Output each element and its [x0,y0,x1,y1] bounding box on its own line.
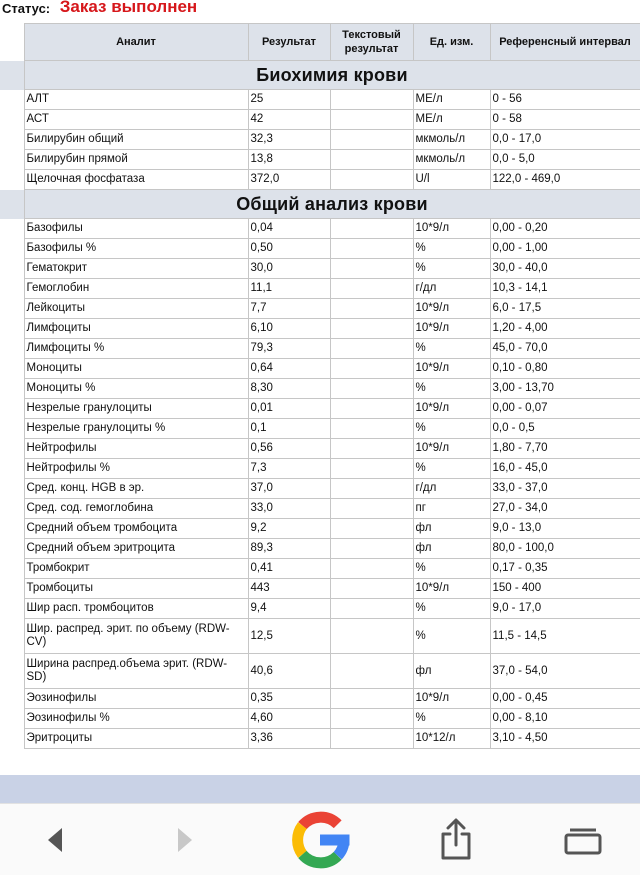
ref-cell: 0 - 56 [490,90,640,110]
header-text-result: Текстовый результат [330,24,413,61]
row-gutter [0,190,24,219]
result-cell: 372,0 [248,170,330,190]
ref-cell: 80,0 - 100,0 [490,539,640,559]
ref-cell: 30,0 - 40,0 [490,259,640,279]
result-cell: 0,01 [248,399,330,419]
unit-cell: % [413,619,490,654]
analyte-cell: Нейтрофилы % [24,459,248,479]
table-row [0,90,640,110]
result-cell: 33,0 [248,499,330,519]
ref-cell: 0,00 - 0,07 [490,399,640,419]
ref-cell: 9,0 - 17,0 [490,599,640,619]
ref-cell: 3,10 - 4,50 [490,729,640,749]
ref-cell: 1,80 - 7,70 [490,439,640,459]
analyte-cell: Эозинофилы [24,689,248,709]
analyte-cell: Тромбокрит [24,559,248,579]
ref-cell: 16,0 - 45,0 [490,459,640,479]
table-row [0,239,640,259]
ref-cell: 0,00 - 8,10 [490,709,640,729]
row-gutter [0,599,24,619]
table-row [0,399,640,419]
unit-cell: фл [413,539,490,559]
analyte-cell: Билирубин прямой [24,150,248,170]
row-gutter [0,359,24,379]
text-result-cell [330,709,413,729]
unit-cell: г/дл [413,279,490,299]
text-result-cell [330,559,413,579]
text-result-cell [330,170,413,190]
ref-cell: 0,17 - 0,35 [490,559,640,579]
result-cell: 443 [248,579,330,599]
row-gutter [0,319,24,339]
back-button[interactable] [25,804,85,875]
unit-cell: 10*9/л [413,439,490,459]
row-gutter [0,499,24,519]
row-gutter [0,559,24,579]
result-cell: 37,0 [248,479,330,499]
table-row [0,689,640,709]
text-result-cell [330,90,413,110]
analyte-cell: Моноциты % [24,379,248,399]
text-result-cell [330,319,413,339]
tabs-button[interactable] [553,804,613,875]
text-result-cell [330,579,413,599]
row-gutter [0,539,24,559]
table-row [0,219,640,239]
section-header-row [0,190,640,219]
row-gutter [0,729,24,749]
table-row [0,419,640,439]
text-result-cell [330,130,413,150]
result-cell: 0,04 [248,219,330,239]
unit-cell: % [413,559,490,579]
row-gutter [0,479,24,499]
unit-cell: 10*9/л [413,689,490,709]
text-result-cell [330,339,413,359]
ref-cell: 45,0 - 70,0 [490,339,640,359]
text-result-cell [330,689,413,709]
row-gutter [0,379,24,399]
results-table-container [0,23,640,749]
result-cell: 9,2 [248,519,330,539]
analyte-cell: Базофилы % [24,239,248,259]
result-cell: 11,1 [248,279,330,299]
row-gutter [0,339,24,359]
unit-cell: % [413,379,490,399]
table-row [0,654,640,689]
unit-cell: фл [413,519,490,539]
ref-cell: 37,0 - 54,0 [490,654,640,689]
unit-cell: 10*9/л [413,579,490,599]
ref-cell: 150 - 400 [490,579,640,599]
result-cell: 42 [248,110,330,130]
ref-cell: 122,0 - 469,0 [490,170,640,190]
row-gutter [0,619,24,654]
analyte-cell: Эозинофилы % [24,709,248,729]
table-row [0,579,640,599]
analyte-cell: Сред. сод. гемоглобина [24,499,248,519]
row-gutter [0,219,24,239]
analyte-cell: АЛТ [24,90,248,110]
ref-cell: 11,5 - 14,5 [490,619,640,654]
result-cell: 0,56 [248,439,330,459]
result-cell: 0,35 [248,689,330,709]
unit-cell: 10*9/л [413,319,490,339]
ref-cell: 3,00 - 13,70 [490,379,640,399]
ref-cell: 0 - 58 [490,110,640,130]
row-gutter [0,654,24,689]
row-gutter [0,130,24,150]
ref-cell: 0,00 - 0,45 [490,689,640,709]
analyte-cell: Эритроциты [24,729,248,749]
text-result-cell [330,539,413,559]
table-row [0,519,640,539]
text-result-cell [330,299,413,319]
result-cell: 0,64 [248,359,330,379]
unit-cell: U/l [413,170,490,190]
header-analyte: Аналит [24,24,248,61]
text-result-cell [330,359,413,379]
text-result-cell [330,279,413,299]
status-label: Статус: [2,1,51,16]
ref-cell: 0,0 - 0,5 [490,419,640,439]
table-row [0,299,640,319]
row-gutter [0,170,24,190]
unit-cell: фл [413,654,490,689]
forward-button[interactable] [155,804,215,875]
text-result-cell [330,399,413,419]
result-cell: 89,3 [248,539,330,559]
analyte-cell: Щелочная фосфатаза [24,170,248,190]
unit-cell: % [413,259,490,279]
analyte-cell: Шир. распред. эрит. по объему (RDW-CV) [24,619,248,654]
ref-cell: 0,0 - 5,0 [490,150,640,170]
unit-cell: 10*9/л [413,399,490,419]
result-cell: 0,1 [248,419,330,439]
table-row [0,359,640,379]
tabs-icon [564,825,602,855]
row-gutter [0,279,24,299]
ref-cell: 6,0 - 17,5 [490,299,640,319]
row-gutter [0,459,24,479]
result-cell: 40,6 [248,654,330,689]
text-result-cell [330,419,413,439]
table-row [0,709,640,729]
unit-cell: % [413,239,490,259]
result-cell: 32,3 [248,130,330,150]
text-result-cell [330,729,413,749]
table-row [0,130,640,150]
unit-cell: 10*9/л [413,359,490,379]
table-row [0,279,640,299]
analyte-cell: Лимфоциты [24,319,248,339]
row-gutter [0,709,24,729]
unit-cell: % [413,599,490,619]
ref-cell: 1,20 - 4,00 [490,319,640,339]
table-row [0,439,640,459]
unit-cell: 10*9/л [413,219,490,239]
row-gutter [0,399,24,419]
arrow-right-icon [176,826,194,854]
ref-cell: 33,0 - 37,0 [490,479,640,499]
result-cell: 12,5 [248,619,330,654]
text-result-cell [330,379,413,399]
result-cell: 9,4 [248,599,330,619]
header-ref: Референсный интервал [490,24,640,61]
unit-cell: пг [413,499,490,519]
analyte-cell: Гемоглобин [24,279,248,299]
row-gutter [0,299,24,319]
result-cell: 8,30 [248,379,330,399]
table-row [0,150,640,170]
row-gutter [0,90,24,110]
text-result-cell [330,519,413,539]
ref-cell: 0,0 - 17,0 [490,130,640,150]
analyte-cell: Билирубин общий [24,130,248,150]
google-logo [289,809,351,871]
result-cell: 0,50 [248,239,330,259]
section-title: Биохимия крови [24,61,640,90]
table-row [0,559,640,579]
table-row [0,729,640,749]
row-gutter [0,439,24,459]
header-result: Результат [248,24,330,61]
analyte-cell: Лимфоциты % [24,339,248,359]
row-gutter [0,150,24,170]
ref-cell: 0,00 - 1,00 [490,239,640,259]
table-row [0,459,640,479]
analyte-cell: Базофилы [24,219,248,239]
unit-cell: % [413,339,490,359]
result-cell: 3,36 [248,729,330,749]
analyte-cell: Гематокрит [24,259,248,279]
table-row [0,599,640,619]
table-header-row [0,24,640,61]
table-row [0,319,640,339]
text-result-cell [330,439,413,459]
analyte-cell: Нейтрофилы [24,439,248,459]
status-line [0,0,640,18]
text-result-cell [330,479,413,499]
ref-cell: 0,00 - 0,20 [490,219,640,239]
share-button[interactable] [426,804,486,875]
analyte-cell: Лейкоциты [24,299,248,319]
browser-bottom-toolbar [0,803,640,875]
share-icon [439,818,473,862]
row-gutter [0,110,24,130]
unit-cell: МЕ/л [413,110,490,130]
unit-cell: мкмоль/л [413,130,490,150]
ref-cell: 27,0 - 34,0 [490,499,640,519]
row-gutter [0,259,24,279]
unit-cell: % [413,419,490,439]
section-title: Общий анализ крови [24,190,640,219]
text-result-cell [330,654,413,689]
unit-cell: % [413,459,490,479]
text-result-cell [330,459,413,479]
result-cell: 7,7 [248,299,330,319]
text-result-cell [330,219,413,239]
text-result-cell [330,259,413,279]
analyte-cell: Средний объем тромбоцита [24,519,248,539]
result-cell: 4,60 [248,709,330,729]
row-gutter [0,61,24,90]
status-value: Заказ выполнен [59,0,198,16]
result-cell: 6,10 [248,319,330,339]
unit-cell: г/дл [413,479,490,499]
analyte-cell: Ширина распред.объема эрит. (RDW-SD) [24,654,248,689]
analyte-cell: Незрелые гранулоциты [24,399,248,419]
unit-cell: 10*9/л [413,299,490,319]
analyte-cell: Незрелые гранулоциты % [24,419,248,439]
table-row [0,379,640,399]
page-bottom-strip [0,775,640,803]
header-unit: Ед. изм. [413,24,490,61]
table-row [0,499,640,519]
row-gutter [0,579,24,599]
arrow-left-icon [46,826,64,854]
text-result-cell [330,599,413,619]
row-gutter [0,689,24,709]
table-row [0,479,640,499]
text-result-cell [330,239,413,259]
result-cell: 79,3 [248,339,330,359]
analyte-cell: Шир расп. тромбоцитов [24,599,248,619]
result-cell: 25 [248,90,330,110]
google-button[interactable] [285,804,355,875]
unit-cell: 10*12/л [413,729,490,749]
unit-cell: МЕ/л [413,90,490,110]
table-row [0,170,640,190]
result-cell: 0,41 [248,559,330,579]
ref-cell: 9,0 - 13,0 [490,519,640,539]
analyte-cell: Сред. конц. HGB в эр. [24,479,248,499]
table-row [0,110,640,130]
text-result-cell [330,150,413,170]
text-result-cell [330,110,413,130]
result-cell: 13,8 [248,150,330,170]
table-row [0,539,640,559]
text-result-cell [330,499,413,519]
analyte-cell: АСТ [24,110,248,130]
analyte-cell: Моноциты [24,359,248,379]
table-row [0,339,640,359]
section-header-row [0,61,640,90]
results-table [0,23,640,749]
ref-cell: 0,10 - 0,80 [490,359,640,379]
unit-cell: % [413,709,490,729]
table-row [0,259,640,279]
ref-cell: 10,3 - 14,1 [490,279,640,299]
analyte-cell: Тромбоциты [24,579,248,599]
unit-cell: мкмоль/л [413,150,490,170]
text-result-cell [330,619,413,654]
analyte-cell: Средний объем эритроцита [24,539,248,559]
table-row [0,619,640,654]
header-gutter [0,24,24,61]
row-gutter [0,239,24,259]
row-gutter [0,519,24,539]
row-gutter [0,419,24,439]
result-cell: 30,0 [248,259,330,279]
result-cell: 7,3 [248,459,330,479]
